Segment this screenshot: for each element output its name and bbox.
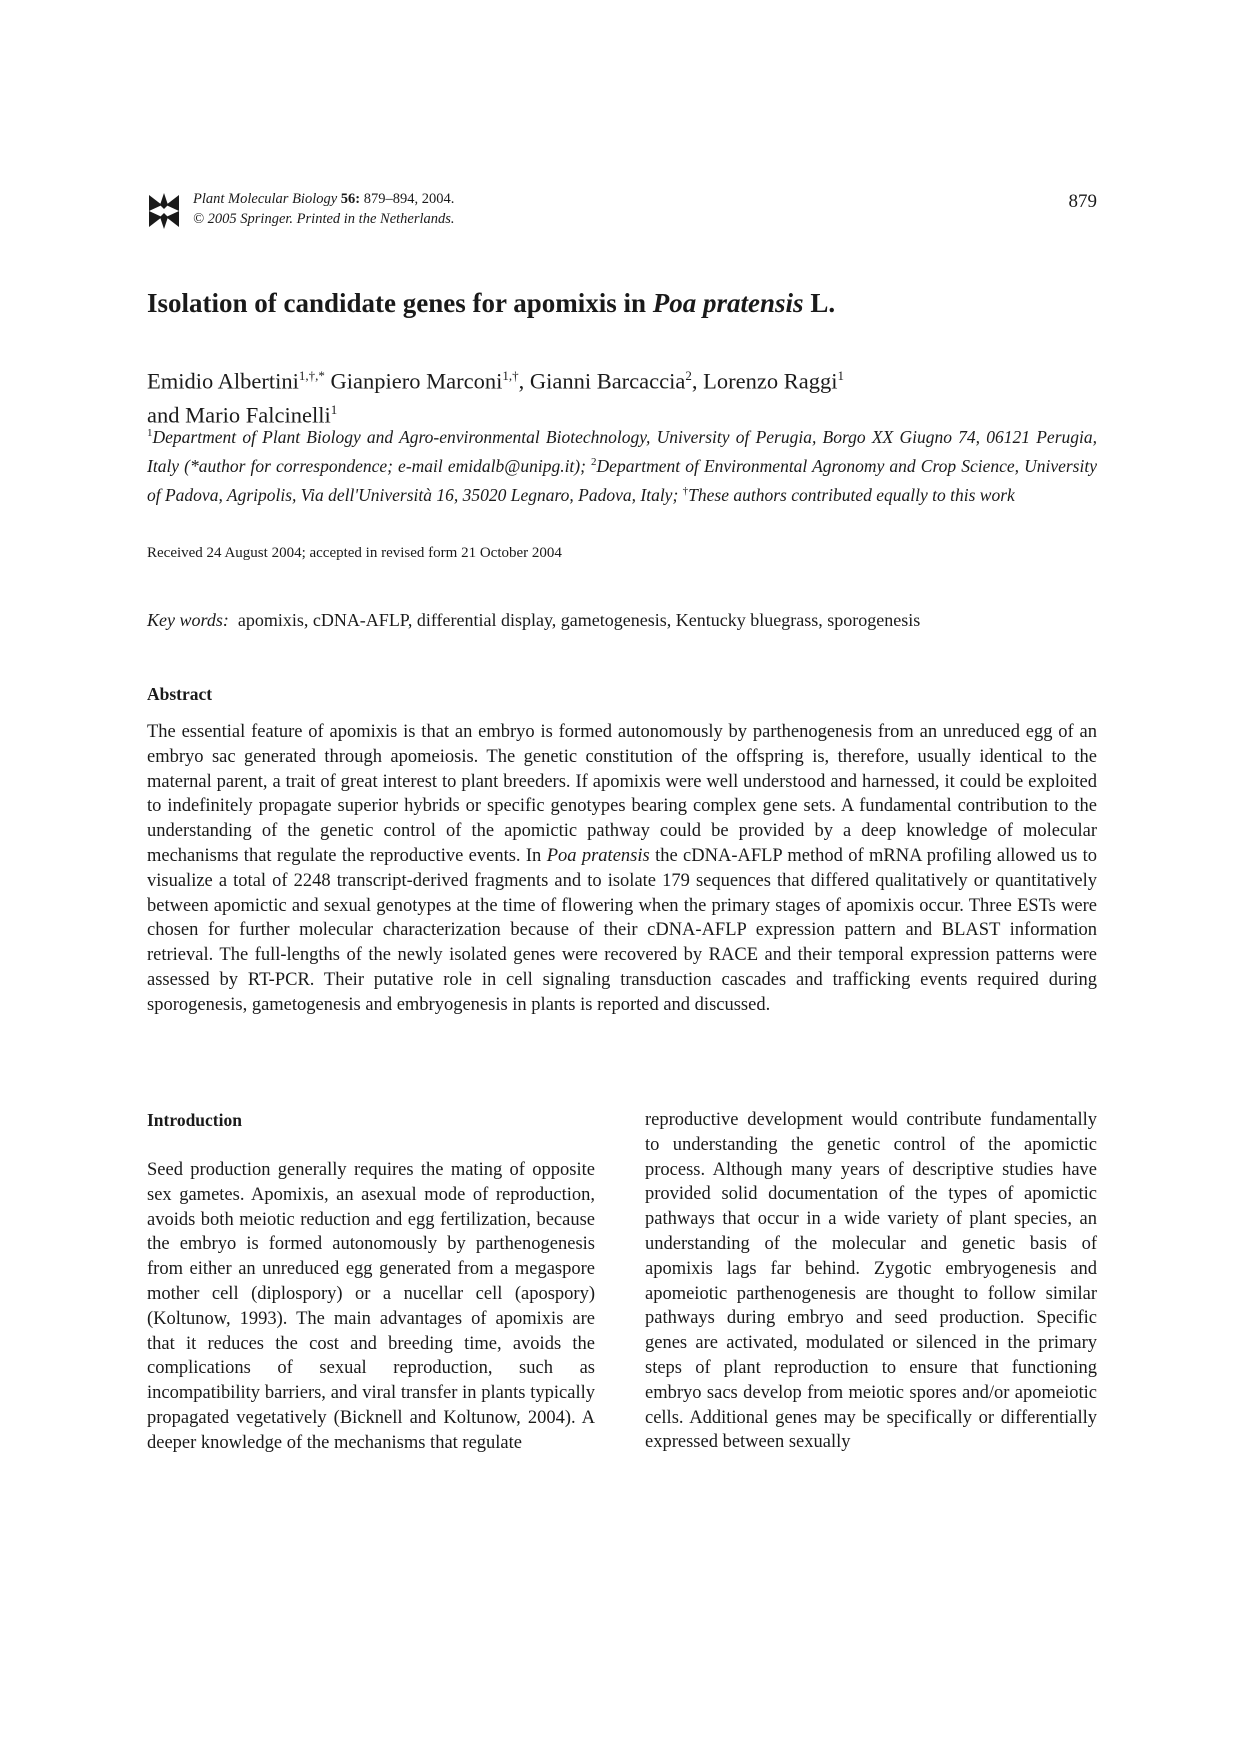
author-affil-mark: 2	[685, 368, 692, 383]
publisher-logo-icon	[147, 191, 181, 231]
journal-name: Plant Molecular Biology	[193, 191, 338, 207]
author-line-1	[147, 362, 1097, 396]
journal-pages: 879–894, 2004.	[363, 191, 455, 207]
abstract-text	[147, 720, 1097, 1018]
affil-mark: †	[682, 484, 689, 497]
author-affil-mark: 1	[837, 368, 844, 383]
keywords-label: Key words:	[147, 610, 229, 630]
title-prefix: Isolation of candidate genes for apomixis in	[147, 288, 647, 318]
journal-header	[147, 189, 1097, 233]
author-affil-mark: 1	[330, 401, 338, 417]
author-affil-mark: 1,†	[502, 368, 519, 383]
received-dates: Received 24 August 2004; accepted in revised form 21 October 2004	[147, 545, 562, 561]
paper-title	[147, 286, 1097, 320]
introduction-text-right: reproductive development would contribute fundamentally to understanding the genetic control of the apomictic process. Although many years of descriptive studies have provided solid documentation of the types of apomictic pathways that occur in a wide variety of plant species, an understanding of the molecular and genetic basis of apomixis lags far behind. Zygotic embryogenesis and apomeiotic parthenogenesis are thought to follow similar pathways during embryo and seed production. Specific genes are activated, modulated or silenced in the primary steps of plant reproduction to ensure that functioning embryo sacs develop from meiotic spores and/or apomeiotic cells. Additional genes may be specifically or differentially expressed between sexually	[645, 1110, 1097, 1453]
journal-line	[193, 189, 455, 209]
affiliations	[147, 421, 1097, 507]
affil-text: Department of Environmental Agronomy and Crop Science, University of Padova, Agripolis, Via dell'Università 16, 35020 Legnaro, Padova, Italy;	[147, 455, 1097, 505]
abstract-part-1: The essential feature of apomixis is that an embryo is formed autonomously by parthenogenesis from an unreduced egg of an embryo sac generated through apomeiosis. The genetic constitution of the offspring is, therefore, usually identical to the maternal parent, a trait of great interest to plant breeders. If apomixis were well understood and harnessed, it could be exploited to indefinitely propagate superior hybrids or specific genotypes bearing complex gene sets. A fundamental contribution to the understanding of the genetic control of the apomictic pathway could be provided by a deep knowledge of molecular mechanisms that regulate the reproductive events. In	[147, 722, 1097, 866]
introduction-heading: Introduction	[147, 1110, 242, 1130]
journal-volume: 56:	[340, 191, 361, 207]
affil-text: Department of Plant Biology and Agro-environmental Biotechnology, University of Perugia, Borgo XX Giugno 74, 06121 Perugia, Italy (*author for correspondence; e-mail emidalb@unipg.it);	[147, 426, 1097, 476]
keywords	[147, 610, 1097, 631]
author-name: Emidio Albertini	[147, 368, 299, 394]
right-column	[645, 1108, 1097, 1455]
title-species: Poa pratensis	[652, 288, 804, 318]
abstract-heading: Abstract	[147, 684, 213, 704]
introduction-text-left: Seed production generally requires the mating of opposite sex gametes. Apomixis, an asexual mode of reproduction, avoids both meiotic reduction and egg fertilization, because the embryo is formed autonomously by parthenogenesis from either an unreduced egg generated from a megaspore mother cell (diplospory) or a nucellar cell (apospory) (Koltunow, 1993). The main advantages of apomixis are that it reduces the cost and breeding time, avoids the complications of sexual reproduction, such as incompatibility barriers, and viral transfer in plants typically propagated vegetatively (Bicknell and Koltunow, 2004). A deeper knowledge of the mechanisms that regulate	[147, 1160, 595, 1453]
author-list	[147, 362, 1097, 429]
affil-mark: 2	[591, 455, 597, 468]
copyright-line: © 2005 Springer. Printed in the Netherlands.	[193, 211, 455, 227]
author-affil-mark: 1,†,*	[298, 368, 325, 383]
author-name: Gianpiero Marconi	[324, 368, 503, 394]
author-name: , Lorenzo Raggi	[691, 368, 838, 394]
left-column	[147, 1108, 595, 1456]
author-name: and Mario Falcinelli	[147, 402, 331, 427]
abstract-part-2: the cDNA-AFLP method of mRNA profiling allowed us to visualize a total of 2248 transcript-derived fragments and to isolate 179 sequences that differed qualitatively or quantitatively between apomictic and sexual genotypes at the time of flowering when the primary stages of apomixis occur. Three ESTs were chosen for further molecular characterization because of their cDNA-AFLP expression pattern and BLAST information retrieval. The full-lengths of the newly isolated genes were recovered by RACE and their temporal expression patterns were assessed by RT-PCR. Their putative role in cell signaling transduction cascades and trafficking events required during sporogenesis, gametogenesis and embryogenesis in plants is reported and discussed.	[147, 845, 1098, 1015]
keywords-text: apomixis, cDNA-AFLP, differential display, gametogenesis, Kentucky bluegrass, sporogenesis	[237, 610, 921, 630]
affil-note: These authors contributed equally to this work	[688, 484, 1015, 505]
journal-citation	[193, 189, 455, 229]
affil-mark: 1	[147, 427, 153, 439]
title-suffix: L.	[810, 288, 836, 318]
author-name: , Gianni Barcaccia	[518, 368, 686, 394]
abstract-species: Poa pratensis	[546, 845, 650, 866]
page-number: 879	[1068, 191, 1097, 212]
